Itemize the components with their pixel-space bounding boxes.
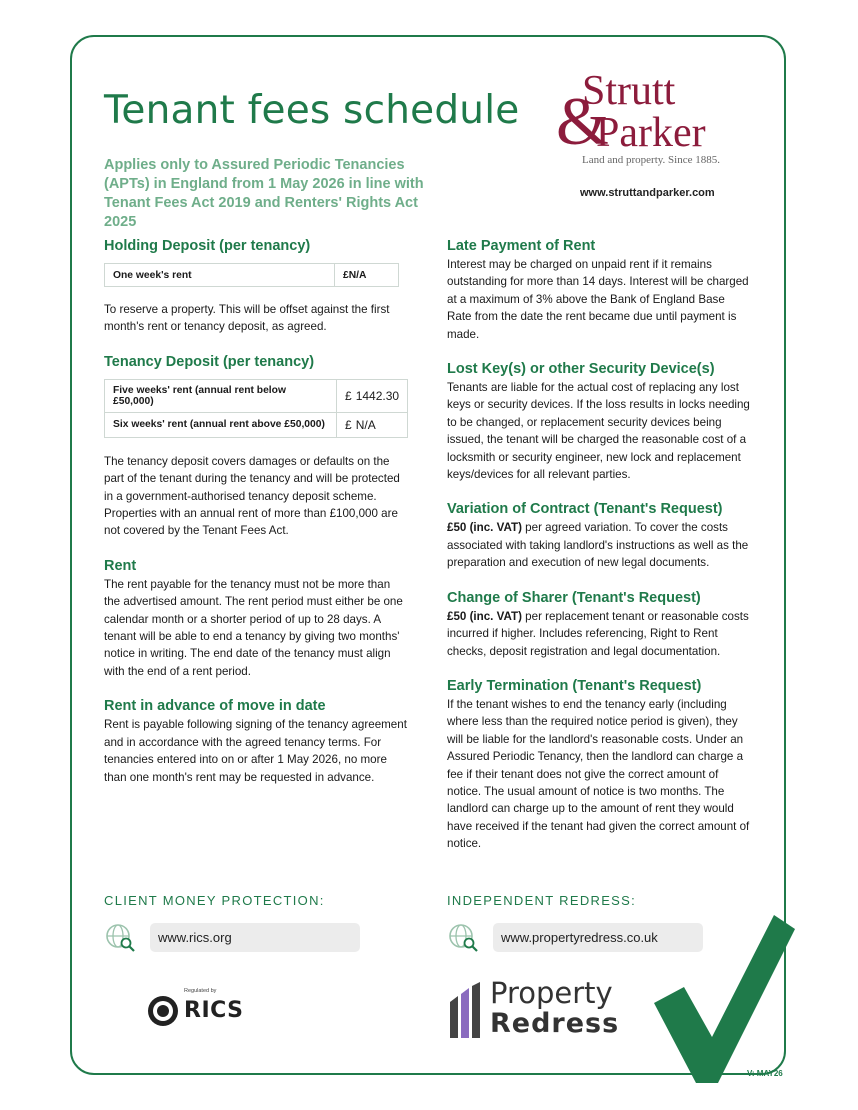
- strutt-parker-logo: [552, 66, 752, 176]
- strutt-parker-logo-mark: [552, 66, 752, 156]
- rics-logo: [146, 988, 246, 1034]
- version-label: V: MAY26: [747, 1069, 783, 1078]
- tenancy-deposit-section: [104, 352, 409, 540]
- holding-deposit-value: £N/A: [335, 264, 399, 287]
- holding-deposit-label: One week's rent: [105, 264, 335, 287]
- globe-search-icon: [104, 922, 138, 952]
- table-row: [105, 264, 399, 287]
- deposit-amount: 1442.30: [355, 388, 400, 403]
- independent-redress-heading: INDEPENDENT REDRESS:: [447, 893, 637, 908]
- logo-word-strutt: Strutt: [582, 68, 676, 114]
- early-termination-heading: Early Termination (Tenant's Request): [447, 677, 702, 694]
- checkmark-icon: [650, 915, 800, 1085]
- late-payment-section: [447, 236, 752, 343]
- deposit-amount: N/A: [355, 417, 376, 432]
- table-row: [105, 379, 408, 412]
- variation-text: [447, 519, 752, 571]
- sharer-fee: £50 (inc. VAT): [447, 609, 522, 623]
- tenancy-deposit-table: [104, 379, 408, 438]
- early-termination-text: If the tenant wishes to end the tenancy early (including where less than the required notice period is given), they will be liable for the landlord's reasonable costs. Under an Assured Periodic Tenancy, then the landlord can charge a fee if their tenant does not give the correct amount of notice. The usual amount of notice is two months. The landlord can charge up to the amount of rent they would have received if the tenant had given the correct amount of notice.: [447, 697, 750, 851]
- variation-heading: Variation of Contract (Tenant's Request): [447, 501, 723, 518]
- right-column: [447, 236, 752, 869]
- currency-symbol: £: [345, 417, 352, 432]
- rent-advance-section: [104, 696, 409, 786]
- website-link[interactable]: www.struttandparker.com: [580, 187, 715, 199]
- lost-keys-heading: Lost Key(s) or other Security Device(s): [447, 361, 715, 378]
- page-title: Tenant fees schedule: [104, 88, 520, 133]
- variation-description: per agreed variation. To cover the costs associated with taking landlord's instructions as well as the preparation and execution of new legal documents.: [447, 521, 749, 570]
- sharer-text: [447, 608, 752, 660]
- deposit-row-label: Five weeks' rent (annual rent below £50,000): [105, 379, 337, 412]
- rent-section: [104, 556, 409, 680]
- logo-word-parker: Parker: [596, 110, 706, 156]
- property-redress-bars-icon: [448, 982, 484, 1038]
- sharer-description: per replacement tenant or reasonable costs incurred if higher. Includes referencing, Right to Rent checks, deposit registration and legal documentation.: [447, 609, 749, 658]
- property-redress-logo: [448, 976, 638, 1042]
- rics-wordmark: RICS: [184, 998, 244, 1023]
- page-subtitle: Applies only to Assured Periodic Tenancies (APTs) in England from 1 May 2026 in line with Tenant Fees Act 2019 and Renters' Rights Act 2025: [104, 157, 424, 230]
- left-column: [104, 236, 409, 802]
- lost-keys-text: Tenants are liable for the actual cost of replacing any lost keys or security devices. If the loss results in locks needing to be changed, or replacement security devices being issued, the tenant will be charged the reasonable cost of a locksmith or security engineer, new lock and replacement keys/devices for all relevant parties.: [447, 381, 750, 482]
- property-redress-word-2: Redress: [490, 1008, 620, 1039]
- tenancy-deposit-heading: Tenancy Deposit (per tenancy): [104, 353, 315, 370]
- variation-section: [447, 499, 752, 571]
- holding-deposit-section: [104, 236, 409, 336]
- early-termination-section: [447, 676, 752, 853]
- late-payment-heading: Late Payment of Rent: [447, 238, 596, 254]
- rics-link[interactable]: www.rics.org: [150, 923, 360, 952]
- rent-advance-text: Rent is payable following signing of the tenancy agreement and in accordance with the agreed tenancy terms. For tenancies entered into on or after 1 May 2026, no more than one month's rent may be requested in advance.: [104, 718, 407, 784]
- sharer-heading: Change of Sharer (Tenant's Request): [447, 589, 701, 606]
- lost-keys-section: [447, 359, 752, 483]
- sharer-section: [447, 588, 752, 660]
- rics-regulated-label: Regulated by: [184, 988, 217, 994]
- deposit-row-label: Six weeks' rent (annual rent above £50,000): [105, 412, 337, 437]
- logo-ampersand: &: [556, 83, 609, 156]
- property-redress-link[interactable]: www.propertyredress.co.uk: [493, 923, 703, 952]
- holding-deposit-text: To reserve a property. This will be offset against the first month's rent or tenancy deposit, as agreed.: [104, 303, 390, 334]
- deposit-row-value: [337, 412, 408, 437]
- rics-lion-logo-icon: [146, 994, 180, 1028]
- holding-deposit-table: [104, 263, 399, 287]
- client-money-protection-heading: CLIENT MONEY PROTECTION:: [104, 893, 325, 908]
- currency-symbol: £: [345, 388, 352, 403]
- late-payment-text: Interest may be charged on unpaid rent if it remains outstanding for more than 14 days. Interest will be charged at a maximum of 3% above the Bank of England Base Rate from the date the rent became due until payment is made.: [447, 258, 749, 341]
- rent-advance-heading: Rent in advance of move in date: [104, 698, 326, 715]
- rent-text: The rent payable for the tenancy must not be more than the advertised amount. The rent period must either be one calendar month or a shorter period of up to 28 days. A tenant will be able to end a tenancy by giving two months' notice in writing. The end date of the tenancy must align with the end of a rent period.: [104, 577, 403, 678]
- logo-tagline: Land and property. Since 1885.: [582, 154, 720, 166]
- tenancy-deposit-text: The tenancy deposit covers damages or defaults on the part of the tenant during the tenancy and will be protected in a government-authorised tenancy deposit scheme. Properties with an annual rent of more than £100,000 are not covered by the Tenant Fees Act.: [104, 454, 400, 538]
- variation-fee: £50 (inc. VAT): [447, 521, 522, 535]
- holding-deposit-heading: Holding Deposit (per tenancy): [104, 238, 311, 254]
- rent-heading: Rent: [104, 557, 137, 574]
- rics-link-row[interactable]: [104, 922, 364, 952]
- table-row: [105, 412, 408, 437]
- property-redress-word-1: Property: [490, 976, 613, 1010]
- globe-search-icon: [447, 922, 481, 952]
- deposit-row-value: [337, 379, 408, 412]
